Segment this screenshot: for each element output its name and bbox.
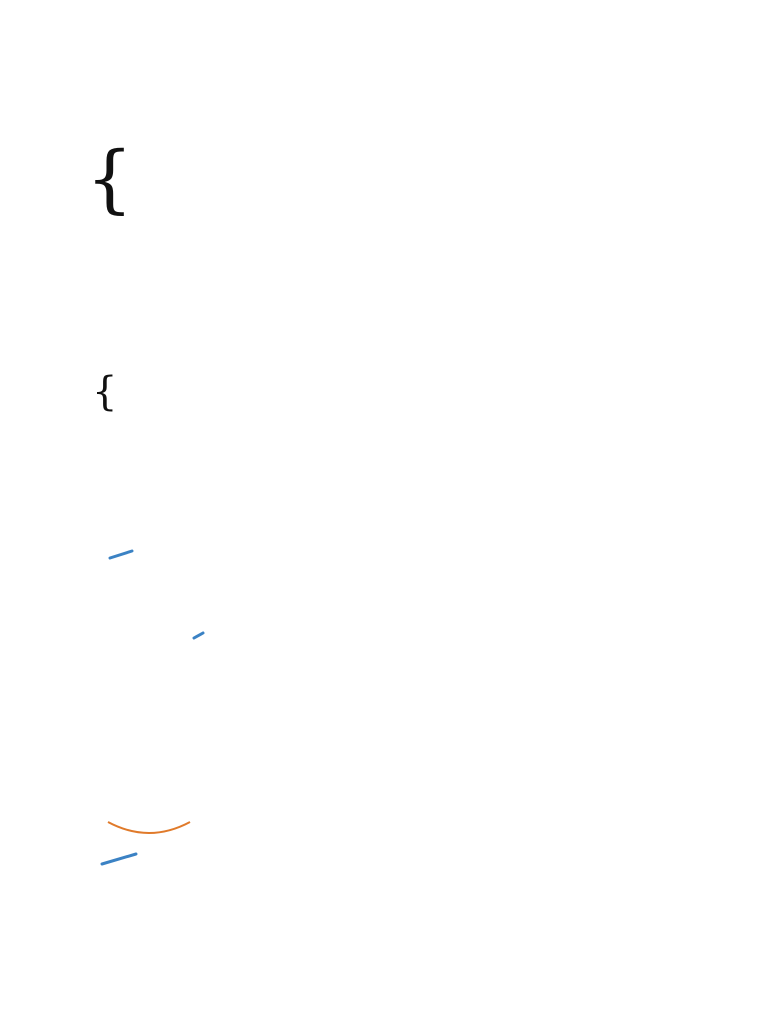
system-brace: { (92, 369, 118, 415)
handwritten-strike-mark (100, 852, 140, 868)
system-brace: { (86, 136, 134, 222)
handwritten-underline-arc (104, 818, 194, 838)
handwritten-strike-mark (192, 630, 206, 642)
handwritten-strike-mark (108, 548, 136, 562)
